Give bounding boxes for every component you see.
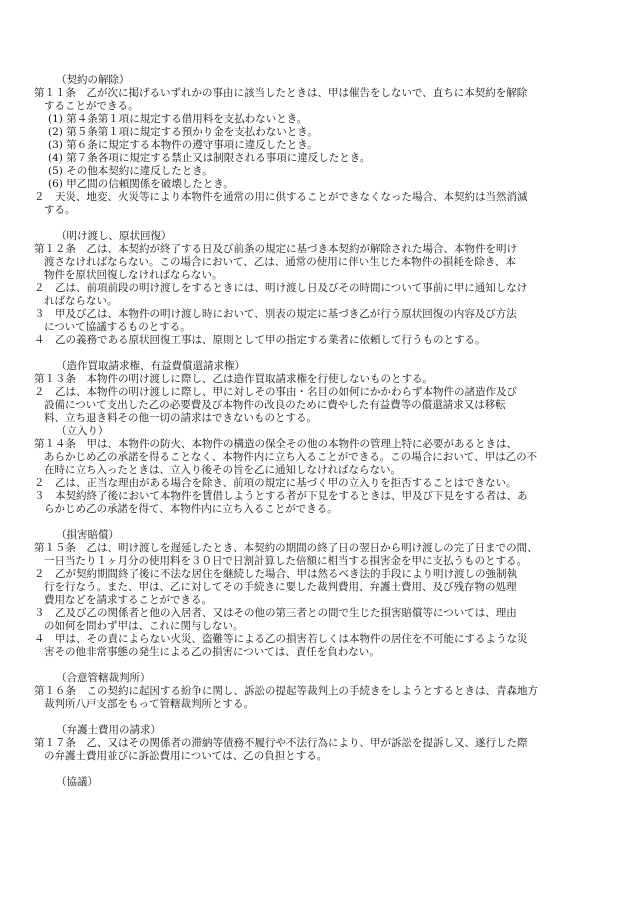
clause-section xyxy=(34,724,589,763)
continuation-line: することができる。 xyxy=(44,100,139,112)
continuation-line: 費用などを請求することができる。 xyxy=(44,594,212,606)
clause-line: 第１４条 甲は、本物件の防火、本物件の構造の保全その他の本物件の管理上特に必要があるときは、 xyxy=(34,438,517,450)
clause-line: ３ 本契約終了後において本物件を賃借しようとする者が下見をするときは、甲及び下見をする者は、あ xyxy=(34,490,528,502)
clause-section xyxy=(34,74,589,217)
section-spacer xyxy=(34,217,589,230)
clause-line: ２ 乙は、本物件の明け渡しに際し、甲に対しその事由・名目の如何にかかわらず本物件の諸造作及び xyxy=(34,386,517,398)
continuation-line: する。 xyxy=(44,204,76,216)
continuation-line: 裁判所八戸支部をもって管轄裁判所とする。 xyxy=(44,698,254,710)
list-item: (4) 第７条各項に規定する禁止又は制限される事項に違反したとき。 xyxy=(48,152,371,164)
continuation-line: 一日当たり１ヶ月分の使用料を３０日で日割計算した倍額に相当する損害金を甲に支払うものとする。 xyxy=(44,555,527,567)
clause-heading: （合意管轄裁判所） xyxy=(56,672,151,684)
clause-section xyxy=(34,672,589,711)
clause-section xyxy=(34,360,589,425)
continuation-line: の如何を問わず甲は、これに関与しない。 xyxy=(44,620,244,632)
clause-line: 第１１条 乙が次に掲げるいずれかの事由に該当したときは、甲は催告をしないで、直ちに本契約を解除 xyxy=(34,87,528,99)
clause-line: ４ 乙の義務である原状回復工事は、原則として甲の指定する業者に依頼して行うものとする。 xyxy=(34,334,486,346)
list-item: (3) 第６条に規定する本物件の遵守事項に違反したとき。 xyxy=(48,139,318,151)
clause-line: 第１２条 乙は、本契約が終了する日及び前条の規定に基づき本契約が解除された場合、本物件を明け xyxy=(34,243,517,255)
continuation-line: 設備について支出した乙の必要費及び本物件の改良のために費やした有益費等の償還請求又は移転 xyxy=(44,399,506,411)
continuation-line: について協議するものとする。 xyxy=(44,321,191,333)
list-item: (5) その他本契約に違反したとき。 xyxy=(48,165,213,177)
clause-line: ２ 乙は、正当な理由がある場合を除き、前項の規定に基づく甲の立入りを拒否することはできない。 xyxy=(34,477,517,489)
continuation-line: ればならない。 xyxy=(44,295,118,307)
continuation-line: 行を行なう。また、甲は、乙に対してその手続きに要した裁判費用、弁護士費用、及び残存物の処理 xyxy=(44,581,517,593)
section-spacer xyxy=(34,711,589,724)
clause-section xyxy=(34,425,589,516)
list-item: (2) 第５条第１項に規定する預かり金を支払わないとき。 xyxy=(48,126,318,138)
clause-section xyxy=(34,776,589,789)
clause-section xyxy=(34,230,589,347)
clause-line: 第１６条 この契約に起因する紛争に関し、訴訟の提起等裁判上の手続きをしようとするときは、青森地方 xyxy=(34,685,538,697)
clause-heading: （立入り） xyxy=(56,425,109,437)
continuation-line: 物件を原状回復しなければならない。 xyxy=(44,269,223,281)
clause-heading: （明け渡し、原状回復） xyxy=(56,230,172,242)
list-item: (6) 甲乙間の信頼関係を破壊したとき。 xyxy=(48,178,234,190)
clause-heading: （協議） xyxy=(56,776,98,788)
clause-heading: （契約の解除） xyxy=(56,74,130,86)
clause-section xyxy=(34,529,589,659)
clause-line: ２ 乙は、前項前段の明け渡しをするときには、明け渡し日及びその時間について事前に甲に通知しなけ xyxy=(34,282,528,294)
section-spacer xyxy=(34,347,589,360)
document-page xyxy=(34,74,589,789)
clause-heading: （損害賠償） xyxy=(56,529,119,541)
clause-line: ３ 甲及び乙は、本物件の明け渡し時において、別表の規定に基づき乙が行う原状回復の内容及び方法 xyxy=(34,308,517,320)
clause-line: ２ 天災、地変、火災等により本物件を通常の用に供することができなくなった場合、本契約は当然消滅 xyxy=(34,191,528,203)
section-spacer xyxy=(34,763,589,776)
clause-heading: （弁護士費用の請求） xyxy=(56,724,161,736)
clause-heading: （造作買取請求権、有益費償還請求権） xyxy=(56,360,245,372)
section-spacer xyxy=(34,516,589,529)
clause-line: 第１７条 乙、又はその関係者の滞納等債務不履行や不法行為により、甲が訴訟を提訴し又、遂行した際 xyxy=(34,737,528,749)
clause-line: ３ 乙及び乙の関係者と他の入居者、又はその他の第三者との間で生じた損害賠償等については、理由 xyxy=(34,607,517,619)
continuation-line: らかじめ乙の承諾を得て、本物件内に立ち入ることができる。 xyxy=(44,503,338,515)
clause-line: 第１３条 本物件の明け渡しに際し、乙は造作買取請求権を行使しないものとする。 xyxy=(34,373,433,385)
clause-line: 第１５条 乙は、明け渡しを遅延したとき、本契約の期間の終了日の翌日から明け渡しの完了日までの間、 xyxy=(34,542,538,554)
clause-line: ４ 甲は、その責によらない火災、盗難等による乙の損害若しくは本物件の居住を不可能にするような災 xyxy=(34,633,528,645)
continuation-line: 渡さなければならない。この場合において、乙は、通常の使用に伴い生じた本物件の損耗を除き、本 xyxy=(44,256,516,268)
section-spacer xyxy=(34,659,589,672)
continuation-line: 在時に立ち入ったときは、立入り後その旨を乙に通知しなければならない。 xyxy=(44,464,401,476)
continuation-line: 料、立ち退き料その他一切の請求はできないものとする。 xyxy=(44,412,317,424)
list-item: (1) 第４条第１項に規定する借用料を支払わないとき。 xyxy=(48,113,308,125)
continuation-line: あらかじめ乙の承諾を得ることなく、本物件内に立ち入ることができる。この場合において、甲は乙の不 xyxy=(44,451,538,463)
clause-line: ２ 乙が契約期間終了後に不法な居住を継続した場合、甲は然るべき法的手段により明け渡しの強制執 xyxy=(34,568,517,580)
continuation-line: 害その他非常事態の発生による乙の損害については、責任を負わない。 xyxy=(44,646,380,658)
continuation-line: の弁護士費用並びに訴訟費用については、乙の負担とする。 xyxy=(44,750,328,762)
